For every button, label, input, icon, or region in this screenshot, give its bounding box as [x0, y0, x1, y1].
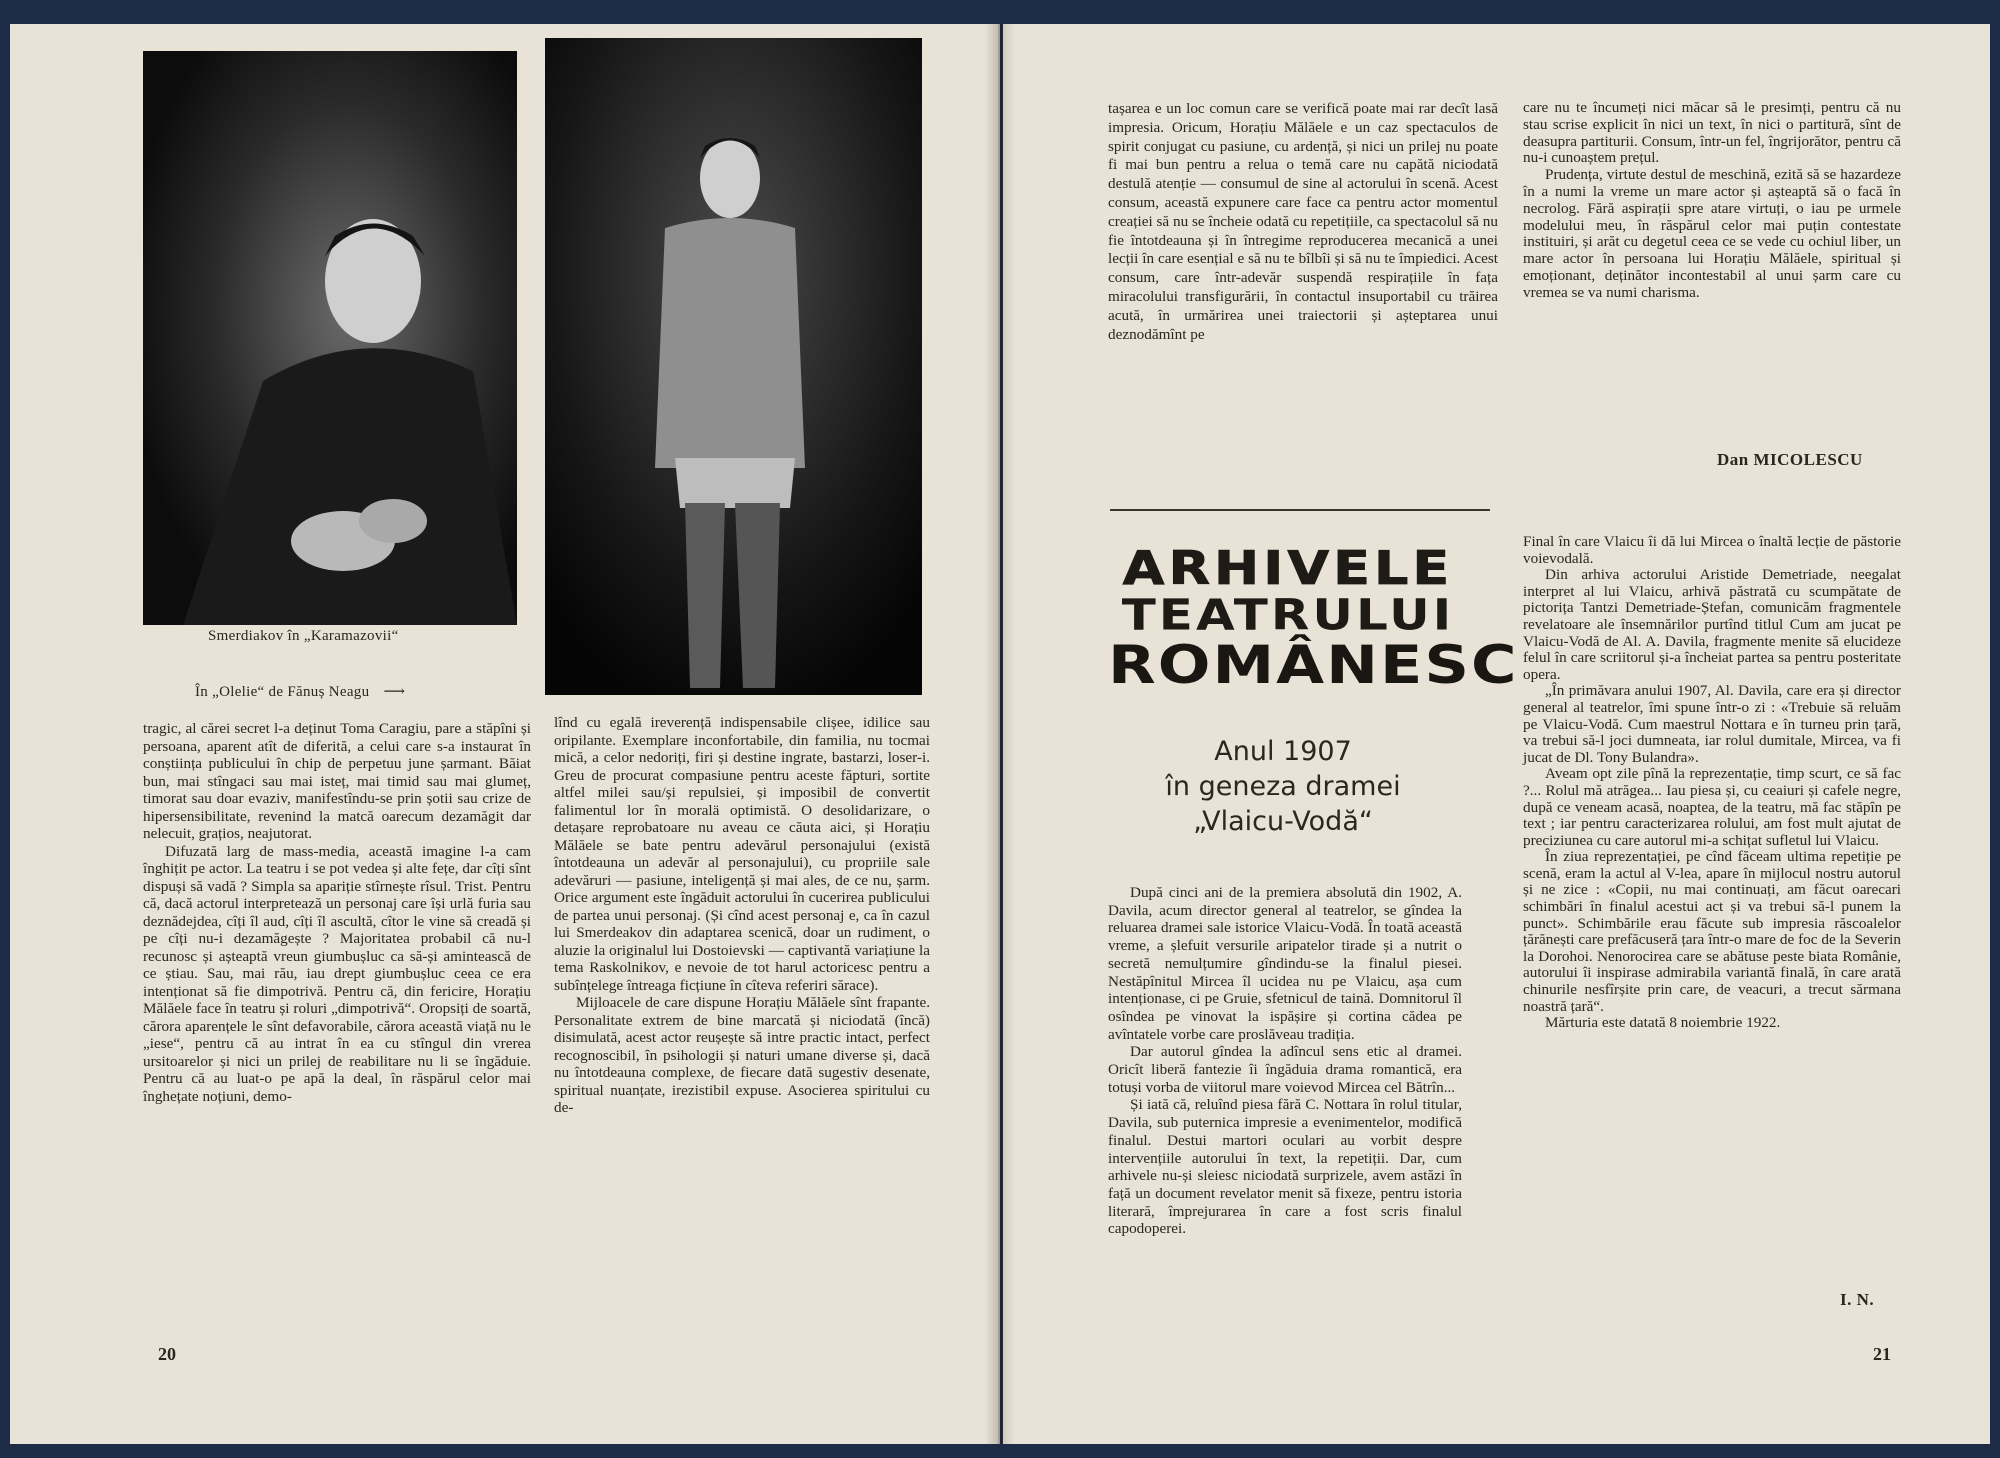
paragraph: tașarea e un loc comun care se verifică poate mai rar decît lasă impresia. Oricum, Horațiu Mălăele e un caz spectaculos de spirit conjugat cu pasiune, cu ardență, și nici un prilej nu poate fi mai bun pentru a relua o temă care nu capătă niciodată destulă atenție — consumul de sine al actorului în scenă. Acest consum, această expunere care face ca pentru actor momentul creației să nu se încheie odată cu repetițiile, ca spectacolul să nu fie întotdeauna și în întregime reproducerea mecanică a unei lecții în care esențial e să nu te bîlbîi și să nu te împiedici. Acest consum, care într-adevăr suspendă respirațiile în fața miracolului transfigurării, în contactul insuportabil cu trăirea acută, în urmărirea unei traiectorii și așteptarea unui deznodămînt pe [1108, 100, 1498, 343]
right-bottom-column-2 [1523, 534, 1901, 1032]
article-title-line-2: în geneza dramei [1165, 771, 1401, 802]
paragraph: lînd cu egală ireverență indispensabile clișee, idilice sau oripilante. Exemplare inconfortabile, din familia, nu tocmai mică, a celor nedoriți, firi și destine ingrate, bastarzi, loser-i. Greu de procurat compasiune pentru aceste făpturi, sortite altfel milei sau/și repulsiei, și imposibil de convertit falimentul lor în moralä optimistă. O desolidarizare, o detașare reprobatoare nu aveau ce căuta aici, și Horațiu Mălăele se bate pentru adevărul personajului (există întotdeauna un adevăr al personajului), cu propriile sale adevăruri — pasiune, inteligență și mai ales, de ce nu, șarm. Orice argument este îngăduit actorului în cucerirea publicului de partea unui personaj. (Și cînd acest personaj e, ca în cazul lui Smerdeakov din adaptarea scenică, doar un rudiment, o aluzie la originalul lui Dostoievski — captivantă variațiune la tema Raskolnikov, e nevoie de tot harul actoricesc pentru a subînțelege întreaga ficțiune în cîteva referiri sărace). [554, 714, 930, 994]
page-number-left: 20 [158, 1344, 176, 1364]
paragraph: „În primăvara anului 1907, Al. Davila, care era și director general al teatrelor, îmi spune într-o zi : «Trebuie să reluăm pe Vlaicu-Vodă. Cum maestrul Nottara e în turneu prin țară, va trebui să-l joci dumneata, iar rolul dumitale, Mircea, va fi jucat de Dl. Tony Bulandra». [1523, 682, 1901, 766]
right-page [1003, 24, 1990, 1444]
right-top-column-2 [1523, 100, 1901, 302]
book-gutter [985, 24, 1015, 1444]
paragraph: Prudența, virtute destul de meschină, ezită să se hazardeze în a numi la vreme un mare actor și așteaptă să o facă în necrolog. Fără aspirații spre atare virtuți, o iau pe urmele modelului meu, în răspărul celor mai puțin contestate instituiri, și arăt cu degetul ceea ce se vede cu ochiul liber, un mare actor în persoana lui Horațiu Mălăele, spiritual și emoționant, deținător incontestabil al unui șarm care cu vremea se va numi charisma. [1523, 166, 1901, 301]
section-heading [1108, 537, 1519, 701]
section-heading-line-3: ROMÂNESC [1108, 633, 1519, 696]
right-bottom-column-1 [1108, 884, 1462, 1238]
caption-olelie-text: În „Olelie“ de Fănuș Neagu [195, 684, 370, 700]
paragraph: Aveam opt zile pînă la reprezentație, timp scurt, ce să fac ?... Rolul mă atrăgea... Iau piesa și, cu ceaiuri și cafele negre, după ce veneam acasă, noaptea, de la teatru, mă fac stăpîn pe text ; iar pentru caracterizarea rolului, am fost mult ajutat de preciziunea cu care autorul mi-a schițat sufletul lui Vlaicu. [1523, 765, 1901, 849]
paragraph: Difuzată larg de mass-media, această imagine l-a cam înghițit pe actor. La teatru i se pot vedea și alte fețe, dar cîți sînt dispuși să vadă ? Simpla sa apariție stîrnește rîsul. Trist. Pentru că, dacă actorul interpretează un personaj care își urlă furia sau deznădejdea, cîți îl aud, cîți îl ascultă, cîtor le vine să creadă și pe cîți nu-i dezamăgește ? Majoritatea probabil că nu-l recunosc și așteaptă vreun giumbușluc ca să-și amintească de ce știau. Sau, mai rău, iau drept giumbușluc ceea ce era intenționat să fie dimpotrivă. Pentru că, din fericire, Horațiu Mălăele face în teatru și roluri „dimpotrivă“. Oropsiți de soartă, cărora aparențele le sînt defavorabile, cărora această viață nu le „iese“, pentru că au intrat în ea cu stîngul din vrerea ursitoarelor și nici un prilej de reabilitare nu li se îngăduie. Pentru că au luat-o pe apă la deal, în răspărul celor mai înghețate noțiuni, demo- [143, 842, 531, 1105]
paragraph: Final în care Vlaicu îi dă lui Mircea o înaltă lecție de păstorie voievodală. [1523, 533, 1901, 567]
arrow-right-icon: ⟶ [383, 684, 406, 700]
caption-smerdiakov: Smerdiakov în „Karamazovii“ [208, 628, 399, 644]
photo-olelie [545, 38, 922, 695]
paragraph: După cinci ani de la premiera absolută din 1902, A. Davila, acum director general al teatrelor, se gîndea la reluarea dramei sale istorice Vlaicu-Vodă. În toată această vreme, a șlefuit versurile aripatelor tirade și a nutrit o secretă nemulțumire gîndindu-se la finalul piesei. Nestăpînitul Mircea îl ucidea nu pe Vlaicu, așa cum intenționase, ci pe Gruie, sfetnicul de taină. Domnitorul îl osîndea pe vinovat la ispășire și cortina cădea pe avîntatele vorbe care proslăveau tradiția. [1108, 884, 1462, 1043]
paragraph: Mijloacele de care dispune Horațiu Mălăele sînt frapante. Personalitate extrem de bine marcată și niciodată (încă) disimulată, acest actor reușește să intre practic intact, perfect recognoscibil, în psihologii și naturi umane diverse și, dacă nu întotdeauna complexe, de fiecare dată sugestiv desenate, spiritual nuanțate, irezistibil expuse. Asocierea spiritului cu de- [554, 994, 930, 1116]
paragraph: Dar autorul gîndea la adîncul sens etic al dramei. Oricît liberă fantezie îi îngăduia drama romantică, era totuși vorba de viitorul mare voievod Mircea cel Bătrîn... [1108, 1043, 1462, 1096]
left-column-2 [554, 714, 930, 1117]
article-title [1108, 736, 1458, 837]
signature-micolescu: Dan MICOLESCU [1717, 450, 1863, 469]
left-page [10, 24, 1000, 1444]
caption-olelie [195, 682, 405, 701]
paragraph: Din arhiva actorului Aristide Demetriade, neegalat interpret al lui Vlaicu, arhivă păstrată cu scumpătate de pictorița Tantzi Demetriade-Ștefan, comunicăm fragmentele revelatoare ale însemnărilor purtînd titlul Cum am jucat pe Vlaicu-Vodă de Al. A. Davila, fragmente menite să elucideze felul în care scriitorul și-a încheiat partea sa pentru posteritate opera. [1523, 566, 1901, 683]
paragraph: care nu te încumeți nici măcar să le presimți, pentru că nu stau scrise explicit în nici un text, în nici o partitură, sînt de deasupra partiturii. Consum, într-un fel, îngrijorător, pentru că nu-i cunoaștem prețul. [1523, 99, 1901, 167]
left-column-1 [143, 720, 531, 1105]
article-title-line-1: Anul 1907 [1214, 736, 1352, 767]
section-heading-line-1: ARHIVELE [1122, 541, 1454, 596]
section-divider [1110, 509, 1490, 511]
paragraph: tragic, al cărei secret l-a deținut Toma Caragiu, pare a stăpîni și persoana, aparent atît de diferită, a celui care s-a instaurat în conștiința publicului în chip de perpetuu june șarmant. Băiat bun, mai stîngaci sau mai isteț, mai timid sau mai glumeț, timorat sau doar evaziv, manifestîndu-se prin șotii sau crize de hipersensibilitate, revenind la matcă oarecum dezamăgit dar nelecuit, grațios, neajutorat. [143, 720, 531, 842]
right-top-column-1 [1108, 100, 1498, 344]
photo-smerdiakov [143, 51, 517, 625]
paragraph: Și iată că, reluînd piesa fără C. Nottara în rolul titular, Davila, sub puternica impresie a evenimentelor, modifică finalul. Destui martori oculari au vorbit despre intervențiile autorului în text, la repetiții. Dar, cum arhivele nu-și sleiesc niciodată surprizele, avem astăzi în față un document revelator menit să fixeze, pentru istoria literară, împrejurarea în care a fost scris finalul capodoperei. [1108, 1096, 1462, 1238]
article-title-line-3: „Vlaicu-Vodă“ [1193, 806, 1373, 837]
paragraph: În ziua reprezentației, pe cînd făceam ultima repetiție pe scenă, eram la actul al V-lea, apare în mijlocul nostru autorul și ne zice : «Copii, nu mai continuați, am făcut oarecari schimbări în finalul acestui act și va trebui să-l punem la punct». Schimbările erau făcute sub impresia răscoalelor țărănești care prefăcuseră țara într-o mare de foc de la Severin la Dorohoi. Nenorocirea care se abătuse peste biata Românie, autorului îi inspirase admirabila variantă finală, în care arată chinurile nesfîrșite prin care, de veacuri, a trecut sărmana noastră țară“. [1523, 848, 1901, 1015]
signature-in: I. N. [1840, 1290, 1875, 1309]
section-heading-line-2: TEATRULUI [1121, 590, 1455, 640]
page-number-right: 21 [1873, 1344, 1891, 1364]
paragraph: Mărturia este datată 8 noiembrie 1922. [1545, 1014, 1781, 1032]
